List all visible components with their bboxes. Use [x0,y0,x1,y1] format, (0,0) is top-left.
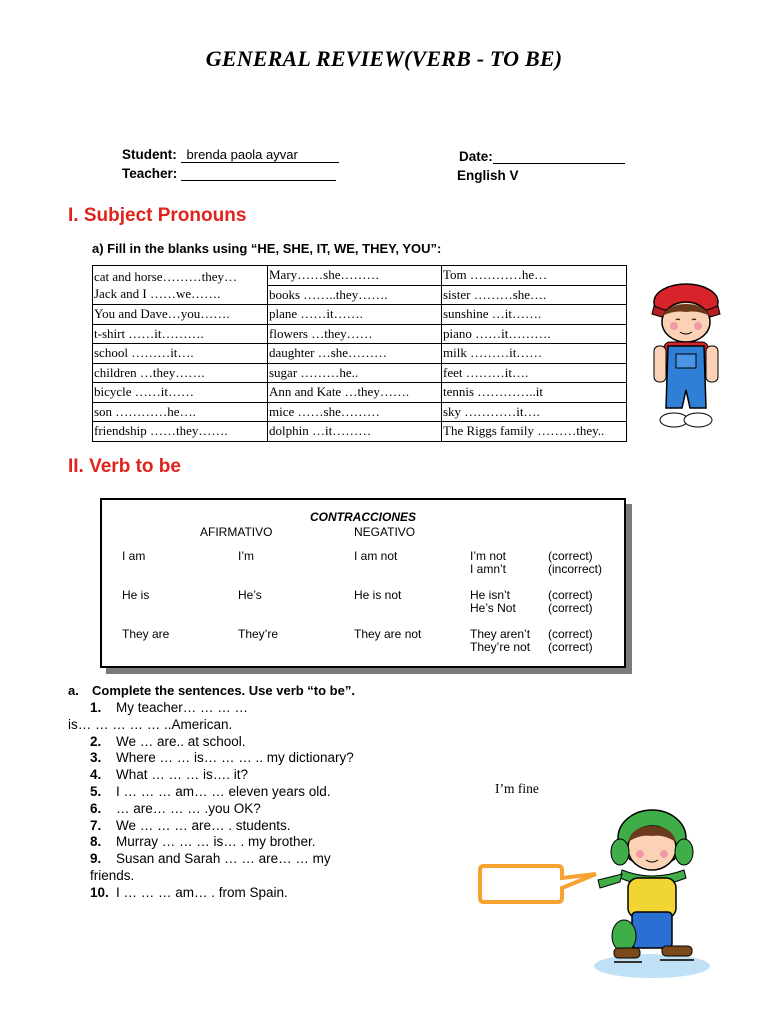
sentence-text: Susan and Sarah … … are… … my [116,851,331,867]
list-item-continuation: friends. [90,867,135,883]
list-item[interactable] [90,700,375,717]
list-item[interactable] [90,734,375,751]
table-cell[interactable]: The Riggs family ………they.. [442,422,627,442]
negative-cell: I am not [354,549,398,563]
contractions-title: CONTRACCIONES [309,510,416,524]
table-cell[interactable]: sunshine …it……. [442,305,627,325]
sentence-text: Where … … is… … … .. my dictionary? [116,750,354,766]
table-cell[interactable]: Mary……she……… [268,266,442,286]
note-cell: (correct) [548,627,593,641]
affirmative-cell: They’re [238,627,279,641]
teacher-row [122,166,336,181]
table-cell[interactable]: t-shirt ……it………. [93,324,268,344]
list-item[interactable] [90,818,375,835]
col-header-negativo: NEGATIVO [354,525,416,539]
table-cell[interactable]: milk ………it…… [442,344,627,364]
contraction-cell: They aren’t [470,627,531,641]
table-cell[interactable]: books ……..they……. [268,285,442,305]
contraction-cell: He isn’t [470,588,511,602]
table-cell[interactable]: sky …………it…. [442,402,627,422]
sentence-text: Murray … … … is… . my brother. [116,834,316,850]
table-cell[interactable]: sugar ………he.. [268,363,442,383]
item-number: 1. [90,700,102,715]
sentence-text: We … are.. at school. [116,733,246,749]
col-header-afirmativo: AFIRMATIVO [200,525,273,539]
note-cell: (correct) [548,640,593,654]
contractions-box [100,498,626,668]
table-row [93,344,627,364]
list-item[interactable] [90,750,375,767]
table-cell[interactable]: Ann and Kate …they……. [268,383,442,403]
table-row [93,305,627,325]
table-cell[interactable]: flowers …they…… [268,324,442,344]
affirmative-cell: I’m [238,549,254,563]
contraction-cell: I’m not [470,549,507,563]
list-item[interactable] [90,784,375,801]
girl-illustration [646,280,726,432]
item-number: 8. [90,834,102,850]
exercise-instruction-row [68,683,355,698]
note-cell: (incorrect) [548,562,603,576]
section-heading-verb-to-be: II. Verb to be [68,456,181,477]
item-number: 9. [90,851,102,867]
list-item[interactable] [90,767,375,784]
item-number: 3. [90,750,102,766]
list-item-continuation: is… … … … … ..American. [68,716,233,732]
table-cell[interactable]: daughter …she……… [268,344,442,364]
section-heading-subject-pronouns: I. Subject Pronouns [68,205,247,226]
table-row [93,402,627,422]
sentence-text: What … … … is…. it? [116,767,249,783]
pronoun-cell: He is [122,588,150,602]
pronouns-table [92,265,627,442]
note-cell: (correct) [548,601,593,615]
table-cell[interactable]: feet ………it…. [442,363,627,383]
item-number: 6. [90,800,102,816]
list-item[interactable] [90,885,375,902]
table-cell[interactable]: dolphin …it……… [268,422,442,442]
table-cell[interactable]: mice ……she……… [268,402,442,422]
note-cell: (correct) [548,588,593,602]
list-item[interactable] [90,801,375,818]
item-number: 7. [90,817,102,833]
negative-cell: He is not [354,588,402,602]
table-row [93,324,627,344]
exercise-instruction: Complete the sentences. Use verb “to be”. [92,683,355,698]
list-item[interactable] [90,834,375,851]
table-cell[interactable]: son …………he…. [93,402,268,422]
contraction-cell: I amn’t [470,562,507,576]
sentence-text: We … … … are… . students. [116,817,291,833]
student-label: Student: [122,147,177,162]
date-label: Date: [459,149,493,164]
item-number: 10. [90,884,109,900]
affirmative-cell: He’s [238,588,262,602]
table-row [93,266,627,286]
date-field[interactable] [493,149,625,164]
speech-bubble [474,862,602,910]
sentence-list [68,700,375,902]
course-label: English V [457,168,519,183]
contraction-cell: They’re not [470,640,531,654]
item-number: 4. [90,767,102,783]
sentence-text: My teacher… … … … [116,700,249,715]
exercise-label: a. [68,683,79,698]
table-cell[interactable]: friendship ……they……. [93,422,268,442]
student-row [122,147,339,163]
table-row [93,363,627,383]
list-item[interactable] [90,851,375,868]
page-title: GENERAL REVIEW(VERB - TO BE) [205,46,563,71]
table-cell[interactable]: school ………it…. [93,344,268,364]
table-cell[interactable]: plane ……it……. [268,305,442,325]
speech-text: I’m fine [495,781,539,796]
table-cell[interactable]: piano ……it………. [442,324,627,344]
date-row [459,149,625,164]
pronoun-cell: I am [122,549,146,563]
note-cell: (correct) [548,549,593,563]
pronoun-cell: They are [122,627,170,641]
table-cell[interactable]: tennis …………..it [442,383,627,403]
table-cell[interactable]: You and Dave…you……. [93,305,268,325]
section1-instruction: a) Fill in the blanks using “HE, SHE, IT, WE, THEY, YOU”: [92,241,442,256]
table-row [93,383,627,403]
sentence-text: I … … … am… . from Spain. [116,884,288,900]
student-name-field[interactable]: brenda paola ayvar [181,147,339,163]
contraction-cell: He’s Not [470,601,516,615]
boy-skater-illustration [592,808,722,978]
negative-cell: They are not [354,627,422,641]
table-row [93,422,627,442]
table-cell[interactable]: cat and horse………they… Jack and I ……we……. [93,266,268,305]
sentence-text: … are… … … .you OK? [116,800,261,816]
item-number: 5. [90,783,102,799]
sentence-text: I … … … am… … eleven years old. [116,783,331,799]
table-cell[interactable]: children …they……. [93,363,268,383]
item-number: 2. [90,733,102,749]
table-cell[interactable]: bicycle ……it…… [93,383,268,403]
table-cell[interactable]: Tom …………he… [442,266,627,286]
table-cell[interactable]: sister ………she…. [442,285,627,305]
teacher-label: Teacher: [122,166,178,181]
teacher-field[interactable] [181,166,336,181]
